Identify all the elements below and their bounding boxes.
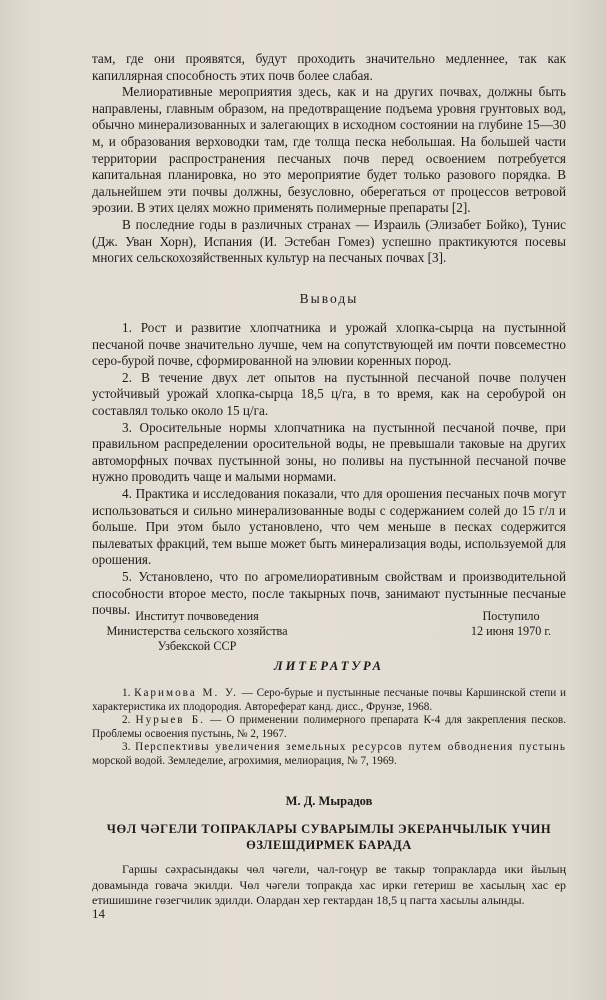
reference-item [92,741,566,768]
reference-number: 2. [122,714,131,727]
page-number: 14 [92,906,105,921]
affiliation-block [92,609,566,655]
reference-author: Нурыев Б. [135,714,205,727]
conclusions-list [92,320,566,619]
reference-item [92,687,566,714]
institution-line: Институт почвоведения [135,609,259,623]
paragraph: там, где они проявятся, будут проходить значительно медленнее, так как капиллярная способность этих почв более слабая. [92,51,566,83]
conclusion-item: 1. Рост и развитие хлопчатника и урожай хлопка-сырца на пустынной песчаной почве значительно лучше, чем на сопутствующей им почти повсеместно серо-бурой почве, сформированной на элювии коренных пород. [92,320,566,369]
references-list [92,687,566,769]
article-title [92,821,566,853]
paragraph: В последние годы в различных странах — Израиль (Элизабет Бойко), Тунис (Дж. Уван Хорн), Испания (И. Эстебан Гомез) успешно практикуются посевы многих сельскохозяйственных культур на песчаных почвах [3]. [92,216,566,266]
intro-section [92,51,566,267]
reference-text: морской водой. Земледелие, агрохимия, мелиорация, № 7, 1969. [92,754,397,767]
article-title-line: ЧӨЛ ЧӘГЕЛИ ТОПРАКЛАРЫ СУВАРЫМЛЫ ЭКЕРАНЧЫЛЫК ҮЧИН [106,822,552,836]
received-date: 12 июня 1970 г. [470,624,552,638]
literature-heading: ЛИТЕРАТУРА [274,659,384,673]
reference-author: Перспективы увеличения земельных ресурсов путем обводнения пустынь [135,741,567,754]
conclusion-item: 2. В течение двух лет опытов на пустынной песчаной почве получен устойчивый урожай хлопка-сырца 18,5 ц/га, в то время, как на серобурой он составлял только около 15 ц/га. [92,369,566,418]
reference-author: Каримова М. У. [134,687,238,699]
received-info [456,609,566,639]
conclusion-item: 4. Практика и исследования показали, что для орошения песчаных почв могут использоваться и сильно минерализованные воды с содержанием солей до 15 г/л и больше. При этом было установлено, что чем меньше в песках содержится пылеватых фракций, тем выше может быть минерализация воды, используемой для орошения. [92,485,566,568]
article-body [92,862,566,909]
paragraph: Мелиоративные мероприятия здесь, как и на других почвах, должны быть направлены, главным образом, на предотвращение подъема уровня грунтовых вод, обычно минерализованных и залегающих в исходном состоянии на глубине 15—30 м, и образования верховодки там, где толща песка небольшая. На большей части территории распространения песчаных почв перед освоением потребуется капитальная планировка, но это мероприятие будет только разового порядка. В дальнейшем эти почвы должны, безусловно, оберегаться от процессов ветровой эрозии. В этих целях можно применять полимерные препараты [2]. [92,84,566,216]
institution-line: Узбекской ССР [157,639,237,653]
institution [92,609,302,654]
institution-line: Министерства сельского хозяйства [106,624,288,638]
reference-text: — О применении полимерного препарата К-4 для закрепления песков. Проблемы освоения пустынь, № 2, 1967. [92,714,566,740]
article-title-line: ӨЗЛЕШДИРМЕК БАРАДА [246,838,412,852]
reference-item [92,714,566,741]
conclusion-item: 5. Установлено, что по агромелиоративным свойствам и производительной способности второе место, после такырных почв, занимают пустынные песчаные почвы. [92,568,566,618]
received-label: Поступило [482,609,540,623]
reference-text: — Серо-бурые и пустынные песчаные почвы Каршинской степи и характеристика их плодородия. Автореферат канд. дисс., Фрунзе, 1968. [92,687,567,713]
reference-number: 3. [122,741,131,754]
conclusion-item: 3. Оросительные нормы хлопчатника на пустынной песчаной почве, при правильном распределении оросительной воды, не превышали таковые на других автоморфных почвах пустынной зоны, но поливы на пустынной песчаной почве нужно проводить чаще и малыми нормами. [92,419,566,485]
reference-number: 1. [122,687,131,699]
article-author: М. Д. Мырадов [285,794,373,808]
paragraph: Гаршы сәхрасындакы чөл чәгели, чал-гоңур ве такыр топракларда ики йылың довамында говача экилди. Чөл чәгели топракда хас ирки гетериш ве хасылың хас ер етишишине гөзегчилик эдилди. Олардан хер гектардан 18,5 ц пагта хасылы алынды. [92,862,566,907]
conclusions-heading: Выводы [299,291,359,306]
